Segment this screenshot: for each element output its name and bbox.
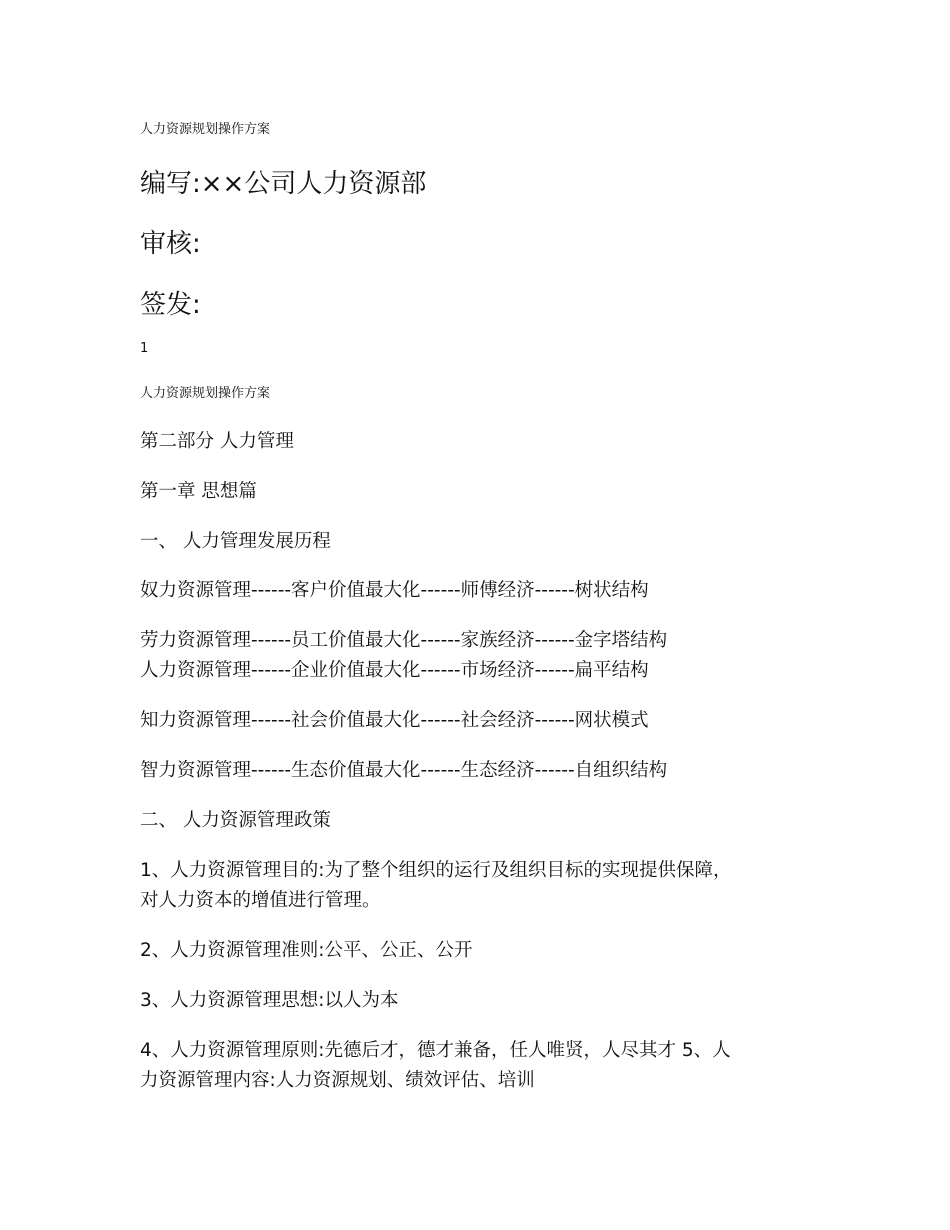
policy-item: 4、人力资源管理原则:先德后才，德才兼备，任人唯贤，人尽其才 5、人: [140, 1040, 731, 1061]
policy-item-continued: 对人力资本的增值进行管理。: [140, 890, 381, 911]
section-title-policy: 二、 人力资源管理政策: [140, 810, 331, 831]
policy-item: 2、人力资源管理准则:公平、公正、公开: [140, 940, 473, 961]
history-row: 智力资源管理------生态价值最大化------生态经济------自组织结构: [140, 760, 668, 781]
policy-item-continued: 力资源管理内容:人力资源规划、绩效评估、培训: [140, 1070, 535, 1091]
history-row: 知力资源管理------社会价值最大化------社会经济------网状模式: [140, 710, 649, 731]
issue-line: 签发:: [140, 290, 201, 320]
policy-item: 3、人力资源管理思想:以人为本: [140, 990, 399, 1011]
history-row: 劳力资源管理------员工价值最大化------家族经济------金字塔结构: [140, 630, 668, 651]
history-row: 奴力资源管理------客户价值最大化------师傅经济------树状结构: [140, 580, 649, 601]
section-title-history: 一、 人力管理发展历程: [140, 531, 331, 552]
document-header-2: 人力资源规划操作方案: [140, 386, 271, 401]
review-line: 审核:: [140, 229, 201, 259]
part-title: 第二部分 人力管理: [140, 431, 294, 452]
author-line: 编写:××公司人力资源部: [140, 169, 427, 199]
page-number: 1: [140, 341, 149, 356]
chapter-title: 第一章 思想篇: [140, 481, 257, 502]
document-header: 人力资源规划操作方案: [140, 122, 271, 137]
history-row: 人力资源管理------企业价值最大化------市场经济------扁平结构: [140, 660, 649, 681]
policy-item: 1、人力资源管理目的:为了整个组织的运行及组织目标的实现提供保障，: [140, 860, 732, 881]
